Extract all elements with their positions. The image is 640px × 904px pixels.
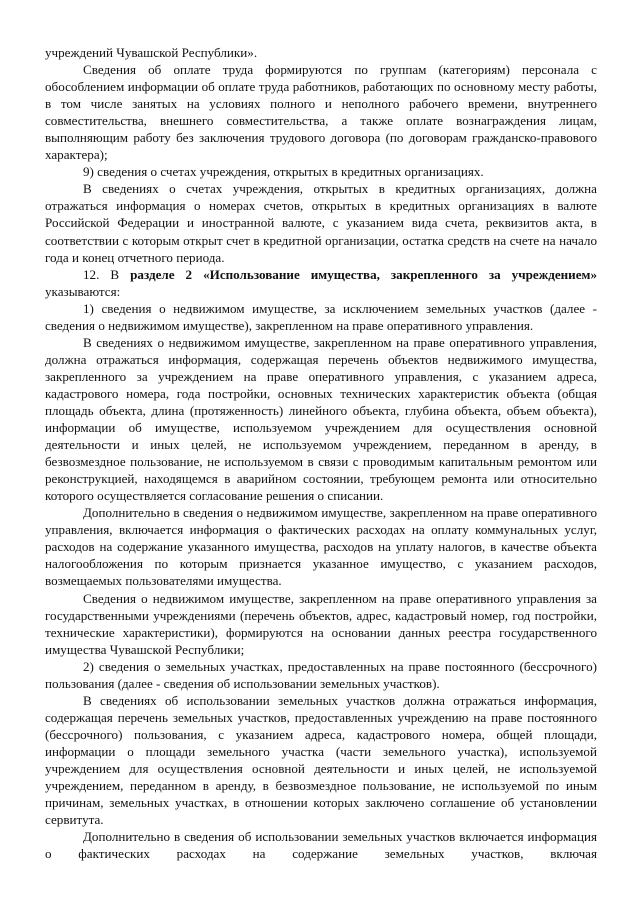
paragraph-pay-info: Сведения об оплате труда формируются по группам (категориям) персонала с обособлением информации об оплате труда работников, работающих по основному месту работы, в том числе занятых на условиях полного и неполного рабочего времени, внутреннего совместительства, внешнего совместительства, а также оплате вознаграждения лицам, выполняющим работу без заключения трудового договора (по договорам гражданско-правового характера);: [45, 62, 597, 163]
document-page: [45, 44, 597, 862]
paragraph-real-estate-expenses: Дополнительно в сведения о недвижимом имуществе, закрепленном на праве оперативного управления, включается информация о фактических расходах на оплату коммунальных услуг, расходов на содержание указанного имущества, расходов на уплату налогов, в качестве объекта налогообложения по которым признается указанное имущество, с указанием расходов, возмещаемых пользователями имущества.: [45, 505, 597, 589]
section2-suffix: указываются:: [45, 283, 121, 299]
paragraph-land-item: 2) сведения о земельных участках, предоставленных на праве постоянного (бессрочного) пользования (далее - сведения об использовании земельных участков).: [45, 658, 597, 691]
paragraph-real-estate-registry: Сведения о недвижимом имуществе, закрепленном на праве оперативного управления за государственными учреждениями (перечень объектов, адрес, кадастровый номер, год постройки, технические характеристики), формируются на основании данных реестра государственного имущества Чувашской Республики;: [45, 590, 597, 657]
paragraph-accounts-item: 9) сведения о счетах учреждения, открытых в кредитных организациях.: [83, 164, 484, 180]
section2-title: разделе 2 «Использование имущества, закрепленного за учреждением»: [130, 266, 597, 282]
paragraph-section2-heading: [45, 266, 597, 300]
paragraph-real-estate-details: В сведениях о недвижимом имуществе, закрепленном на праве оперативного управления, должна отражаться информация, содержащая перечень объектов недвижимого имущества, закрепленного за учреждением на праве оперативного управления, с указанием адреса, кадастрового номера, года постройки, основных технических характеристик объекта (общая площадь объекта, длина (протяженность) линейного объекта, глубина объекта, объем объекта), информации об имуществе, используемом учреждением для осуществления основной деятельности и иных целей, не используемом учреждением, переданном в аренду, в безвозмездное пользование, не используемом в связи с проводимым капитальным ремонтом или реконструкцией, находящемся в аварийном состоянии, требующем ремонта или относительно которого осуществляется согласование решения о списании.: [45, 334, 597, 504]
paragraph-real-estate-item: 1) сведения о недвижимом имуществе, за исключением земельных участков (далее - сведения о недвижимом имуществе), закрепленном на праве оперативного управления.: [45, 300, 597, 333]
paragraph-land-expenses: Дополнительно в сведения об использовании земельных участков включается информация о фактических расходах на содержание земельных участков, включая: [45, 829, 597, 862]
paragraph-intro-tail: учреждений Чувашской Республики».: [45, 45, 258, 60]
paragraph-land-details: В сведениях об использовании земельных участков должна отражаться информация, содержащая перечень земельных участков, предоставленных учреждению на праве постоянного (бессрочного) пользования, с указанием адреса, кадастрового номера, общей площади, информации о площади земельного участка (части земельного участка), используемой учреждением для осуществления основной деятельности и иных целей, не используемой учреждением, переданном в аренду, в безвозмездное пользование, не используемой по иным причинам, земельных участках, в отношении которых заключено соглашение об установлении сервитута.: [45, 692, 597, 828]
section2-prefix: 12. В: [83, 266, 131, 282]
paragraph-accounts-details: В сведениях о счетах учреждения, открытых в кредитных организациях, должна отражаться информация о номерах счетов, открытых в кредитных организациях в валюте Российской Федерации и иностранной валюте, с указанием вида счета, реквизитов акта, в соответствии с которым открыт счет в кредитной организации, остатка средств на счете на начало года и конец отчетного периода.: [45, 181, 597, 265]
